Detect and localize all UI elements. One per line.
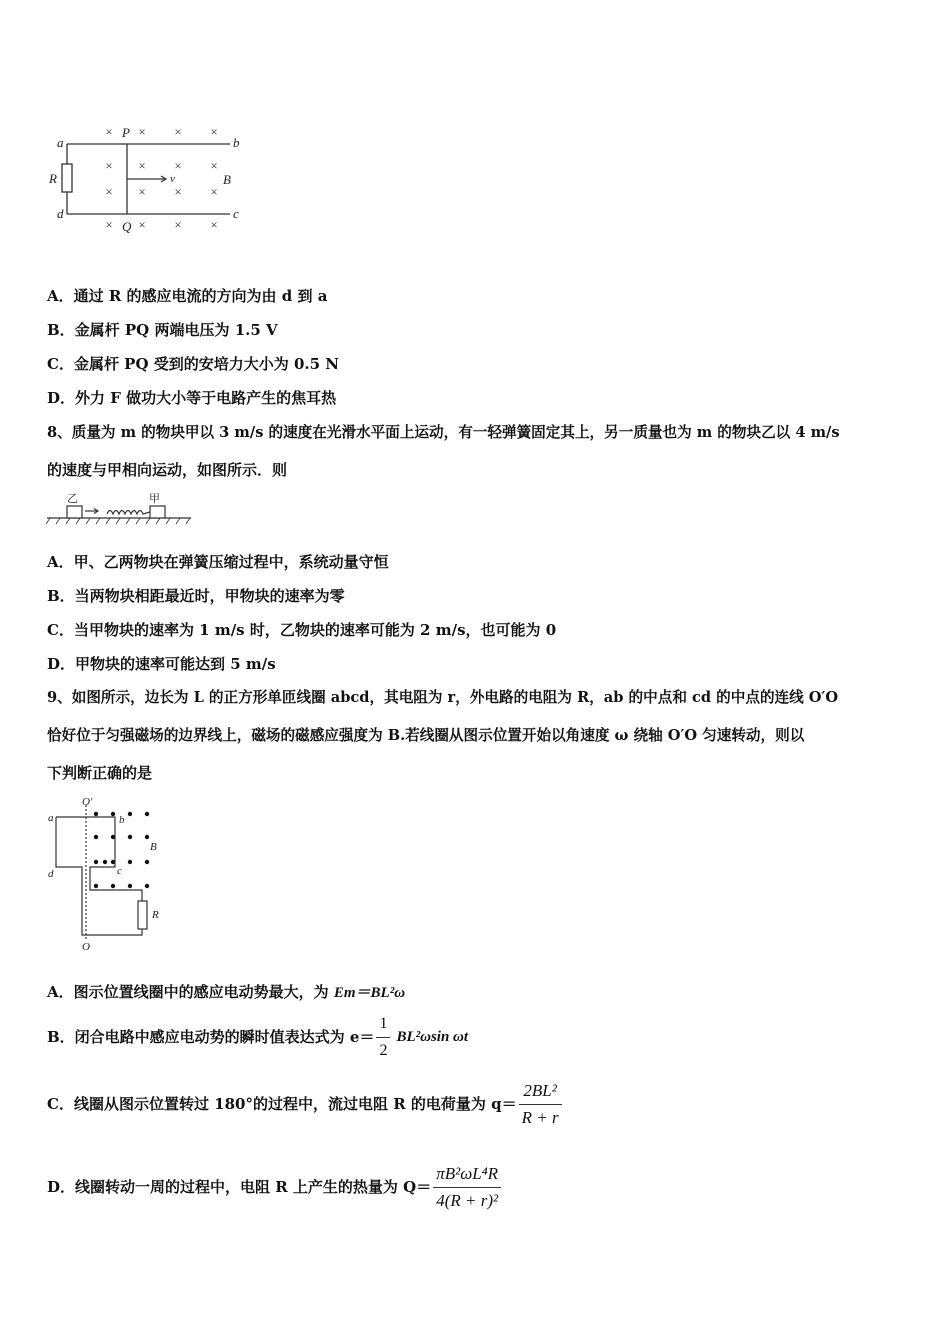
label-coil-a: a [48,812,54,824]
q9-option-d [47,1156,501,1218]
label-q: Q [122,219,132,234]
label-c: c [233,206,239,221]
svg-text:×: × [105,158,113,173]
q7-option-a: A．通过 R 的感应电流的方向为由 d 到 a [47,287,328,305]
q8-stem-line2: 的速度与甲相向运动，如图所示．则 [47,461,288,479]
q9-option-d-fraction [433,1164,501,1211]
label-field-b: B [223,172,231,187]
q8-stem-line1: 8、质量为 m 的物块甲以 3 m/s 的速度在光滑水平面上运动，有一轻弹簧固定其上，另一质量也为 m 的物块乙以 4 m/s [47,424,840,441]
q9-option-c [47,1073,562,1135]
svg-text:×: × [138,158,146,173]
q8-option-c: C．当甲物块的速率为 1 m/s 时，乙物块的速率可能为 2 m/s，也可能为 0 [47,621,557,639]
label-o-prime: O′ [82,796,93,808]
q9-option-b [47,1012,468,1062]
q8-option-a: A．甲、乙两物块在弹簧压缩过程中，系统动量守恒 [47,553,389,571]
q9-option-b-numerator: 1 [376,1014,390,1038]
label-r: R [49,171,57,186]
q9-option-d-denominator: 4(R + r)² [436,1190,499,1210]
svg-text:×: × [105,124,113,139]
label-coil-b: b [119,814,125,826]
q9-option-b-denominator: 2 [379,1041,388,1059]
q9-option-c-denominator: R + r [521,1107,559,1127]
svg-text:×: × [105,184,113,199]
q9-stem-line3: 下判断正确的是 [47,764,153,782]
svg-text:×: × [138,184,146,199]
svg-text:×: × [210,184,218,199]
svg-text:×: × [138,124,146,139]
rail-circuit-figure [45,120,255,240]
q9-option-a-formula: Em＝BL²ω [333,985,406,1001]
q9-stem-line1: 9、如图所示，边长为 L 的正方形单匝线圈 abcd，其电阻为 r，外电路的电阻为 R，ab 的中点和 cd 的中点的连线 O′O [47,689,839,706]
svg-text:×: × [174,184,182,199]
svg-text:×: × [138,217,146,232]
rotating-coil-figure [44,793,174,955]
q9-option-b-text: B．闭合电路中感应电动势的瞬时值表达式为 e＝ [47,1028,375,1046]
svg-text:×: × [105,217,113,232]
q7-option-d: D．外力 F 做功大小等于电路产生的焦耳热 [47,389,337,407]
label-b: b [233,135,240,150]
q7-option-c: C．金属杆 PQ 受到的安培力大小为 0.5 N [47,355,339,373]
label-coil-c: c [117,865,122,877]
q9-option-b-tail: BL²ωsin ωt [396,1029,469,1045]
q9-stem-line2: 恰好位于匀强磁场的边界线上，磁场的磁感应强度为 B.若线圈从图示位置开始以角速度 ω 绕轴 O′O 匀速转动，则以 [47,727,805,744]
label-field-b2: B [150,841,157,853]
q9-option-c-numerator: 2BL² [519,1081,562,1105]
q9-option-b-fraction [376,1014,390,1061]
q8-option-b: B．当两物块相距最近时，甲物块的速率为零 [47,587,345,605]
q7-option-b: B．金属杆 PQ 两端电压为 1.5 V [47,321,278,339]
label-jia: 甲 [149,493,160,505]
q9-option-c-fraction [519,1081,562,1128]
label-v: v [170,173,175,185]
label-a: a [57,135,64,150]
label-d: d [57,206,64,221]
q9-option-a [47,982,405,1003]
svg-text:×: × [174,158,182,173]
label-p: P [122,125,130,140]
q9-option-d-numerator: πB²ωL⁴R [433,1164,501,1188]
svg-text:×: × [174,217,182,232]
svg-text:×: × [174,124,182,139]
label-yi: 乙 [67,493,78,505]
svg-text:×: × [210,124,218,139]
q9-option-c-text: C．线圈从图示位置转过 180°的过程中，流过电阻 R 的电荷量为 q＝ [47,1095,517,1113]
label-resistor-r: R [152,909,159,921]
spring-blocks-figure [45,490,195,526]
label-coil-d: d [48,868,54,880]
svg-text:×: × [210,217,218,232]
q9-option-d-text: D．线圈转动一周的过程中，电阻 R 上产生的热量为 Q＝ [47,1178,432,1196]
svg-text:×: × [210,158,218,173]
q8-option-d: D．甲物块的速率可能达到 5 m/s [47,655,276,673]
label-o: O [82,941,90,953]
q9-option-a-text: A．图示位置线圈中的感应电动势最大，为 [47,983,334,1001]
